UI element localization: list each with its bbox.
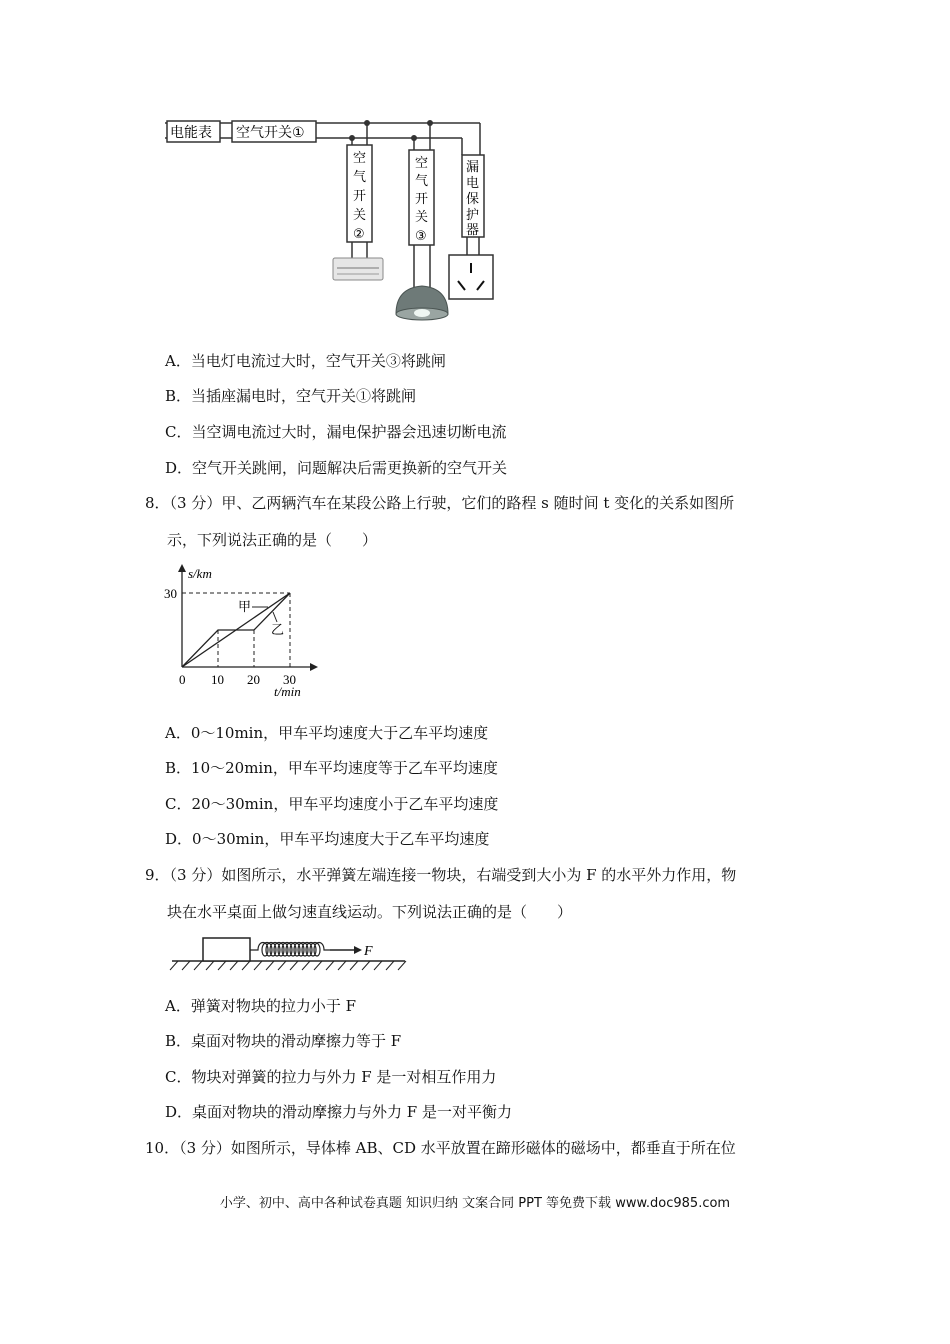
force-arrowhead [354,946,362,954]
q7-option-d: D．空气开关跳闸，问题解决后需更换新的空气开关 [165,459,508,477]
x-axis-arrow [310,663,318,671]
q8-option-d: D．0～30min，甲车平均速度大于乙车平均速度 [165,830,490,848]
switch3-label [415,155,428,244]
svg-text:开: 开 [415,192,429,207]
force-label: F [364,944,373,959]
q8-option-c: C．20～30min，甲车平均速度小于乙车平均速度 [165,795,499,813]
q10-stem-line1: 10．（3 分）如图所示，导体棒 AB、CD 水平放置在蹄形磁体的磁场中，都垂直于所在位 [145,1139,736,1157]
q9-stem-line2: 块在水平桌面上做匀速直线运动。下列说法正确的是（ ） [167,903,573,921]
q9-option-c: C．物块对弹簧的拉力与外力 F 是一对相互作用力 [165,1068,497,1086]
spring [250,943,330,957]
x-tick-label: 30 [283,672,296,687]
page-footer: 小学、初中、高中各种试卷真题 知识归纳 文案合同 PPT 等免费下载 www.doc985.com [219,1196,731,1211]
socket-icon [449,255,493,299]
q9-option-b: B．桌面对物块的滑动摩擦力等于 F [165,1032,402,1050]
q8-stem-line2: 示，下列说法正确的是（ ） [167,531,378,549]
svg-text:漏: 漏 [466,160,480,175]
svg-text:电: 电 [466,176,480,191]
svg-text:空: 空 [353,151,367,166]
spring-block-diagram [165,932,410,974]
svg-text:关: 关 [415,210,429,225]
q8-option-a: A．0～10min，甲车平均速度大于乙车平均速度 [165,724,489,742]
x-axis-label: t/min [274,684,301,699]
lamp-icon [396,286,448,320]
series-label-yi: 乙 [271,622,285,637]
q7-option-a: A．当电灯电流过大时，空气开关③将跳闸 [165,352,446,370]
air-conditioner-icon [333,258,383,280]
x-tick-label: 10 [211,672,224,687]
block [203,938,250,961]
switch2-label [353,150,366,242]
switch1-label: 空气开关① [236,125,305,141]
y-axis-label: s/km [188,566,212,581]
y-tick-label: 30 [164,586,177,601]
svg-text:护: 护 [466,208,480,223]
circuit-diagram [160,110,500,325]
q9-option-a: A．弹簧对物块的拉力小于 F [165,997,357,1015]
svg-text:开: 开 [353,189,367,204]
q7-option-b: B．当插座漏电时，空气开关①将跳闸 [165,387,417,405]
q9-stem-line1: 9．（3 分）如图所示，水平弹簧左端连接一物块，右端受到大小为 F 的水平外力作用，物 [145,866,737,884]
q7-option-c: C．当空调电流过大时，漏电保护器会迅速切断电流 [165,423,507,441]
distance-time-chart [160,560,320,702]
q8-stem-line1: 8．（3 分）甲、乙两辆汽车在某段公路上行驶，它们的路程 s 随时间 t 变化的关系如图所 [145,494,735,512]
svg-text:关: 关 [353,208,367,223]
series-label-jia: 甲 [238,599,252,614]
svg-text:保: 保 [466,192,480,207]
x-tick-label: 0 [179,672,186,687]
leak-protector-label [466,160,479,238]
table-hatching [170,961,406,970]
q8-option-b: B．10～20min，甲车平均速度等于乙车平均速度 [165,759,498,777]
y-axis-arrow [178,564,186,572]
q9-option-d: D．桌面对物块的滑动摩擦力与外力 F 是一对平衡力 [165,1103,512,1121]
svg-text:气: 气 [353,170,367,185]
meter-label: 电能表 [170,125,212,141]
svg-text:③: ③ [415,229,427,244]
svg-text:气: 气 [415,174,429,189]
svg-text:空: 空 [415,156,429,171]
svg-text:②: ② [353,227,365,242]
x-tick-label: 20 [247,672,260,687]
svg-text:器: 器 [466,223,480,238]
